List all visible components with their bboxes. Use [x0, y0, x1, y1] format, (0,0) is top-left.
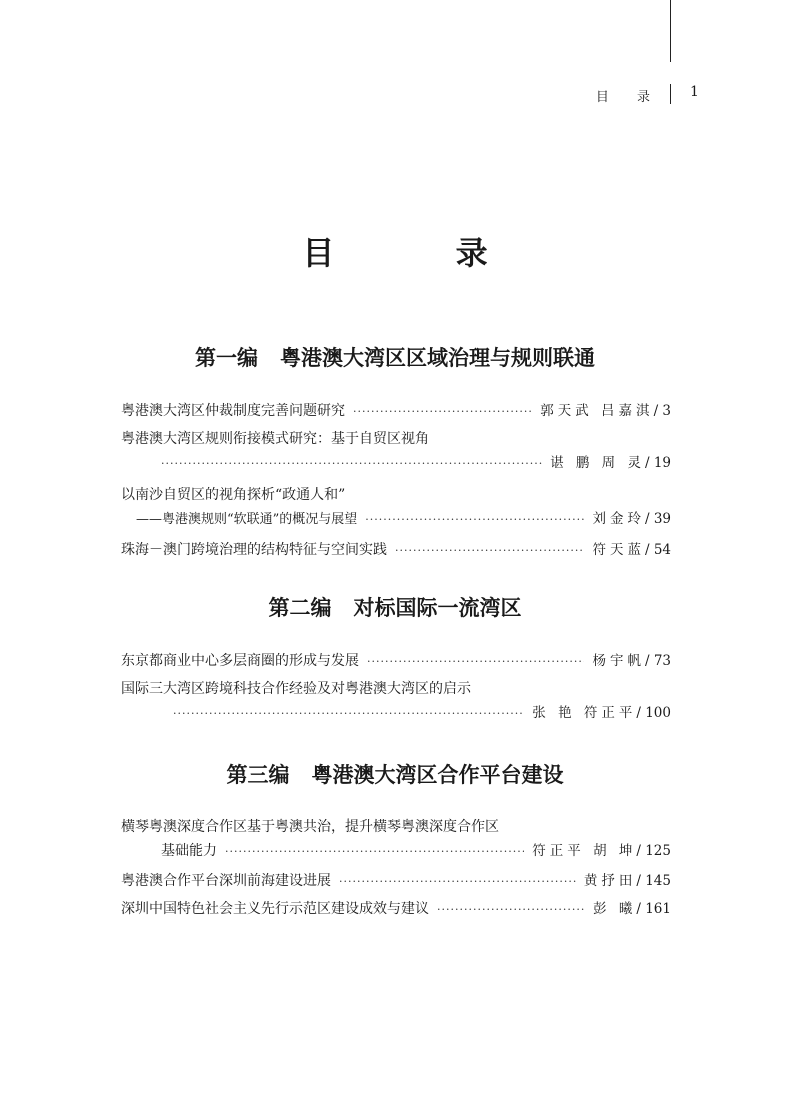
toc-entry[interactable]: 珠海－澳门跨境治理的结构特征与空间实践 ····· 符天蓝 / 54	[121, 538, 671, 562]
leader-dots	[339, 870, 576, 894]
entry-page: 100	[645, 705, 671, 721]
leader-dots	[161, 452, 542, 476]
entry-authors: 刘金玲	[592, 511, 645, 527]
toc-entry[interactable]: 国际三大湾区跨境科技合作经验及对粤港澳大湾区的启示 ····· 张 艳 符正平 / 100	[121, 677, 671, 725]
entry-title: 横琴粤澳深度合作区基于粤澳共治，提升横琴粤澳深度合作区	[121, 819, 499, 835]
entry-page: 3	[662, 403, 671, 419]
part-heading-3	[0, 759, 790, 789]
entry-authors: 符正平 胡 坤	[532, 843, 637, 859]
leader-dots	[437, 898, 585, 922]
part-heading-2	[0, 592, 790, 622]
page-title: 目 录	[302, 234, 543, 272]
toc-entry[interactable]: 粤港澳合作平台深圳前海建设进展 ····· 黄抒田 / 145	[121, 869, 671, 893]
part-number: 第一编	[195, 345, 258, 370]
leader-dots	[365, 508, 584, 532]
part-title: 粤港澳大湾区区域治理与规则联通	[280, 345, 595, 370]
entry-page: 39	[653, 511, 671, 527]
entry-title: 以南沙自贸区的视角探析“政通人和”	[121, 487, 346, 503]
toc-entry[interactable]: 横琴粤澳深度合作区基于粤澳共治，提升横琴粤澳深度合作区 基础能力 ····· 符正平 胡 坤 / 125	[121, 815, 671, 863]
entry-title-continuation: 基础能力	[161, 843, 217, 859]
entry-page: 145	[645, 873, 671, 889]
entry-authors: 谌 鹏 周 灵	[550, 455, 645, 471]
running-head: 目 录	[595, 90, 662, 105]
entry-authors: 符天蓝	[592, 542, 645, 558]
part-number: 第三编	[226, 762, 290, 787]
entry-title: 粤港澳合作平台深圳前海建设进展	[121, 873, 331, 889]
leader-dots	[395, 539, 584, 563]
entry-subtitle: ——粤港澳规则“软联通”的概况与展望	[136, 512, 358, 527]
entry-title: 东京都商业中心多层商圈的形成与发展	[121, 653, 359, 669]
entry-authors: 彭 曦	[593, 901, 637, 917]
part-title: 对标国际一流湾区	[353, 595, 522, 620]
entry-authors: 郭天武 吕嘉淇	[540, 403, 654, 419]
part-heading-1	[0, 342, 790, 372]
entry-authors: 张 艳 符正平	[532, 705, 637, 721]
entry-page: 54	[653, 542, 671, 558]
toc-entry[interactable]: 粤港澳大湾区仲裁制度完善问题研究 ····· 郭天武 吕嘉淇 / 3	[121, 399, 671, 423]
leader-dots	[367, 650, 584, 674]
toc-entry[interactable]: 以南沙自贸区的视角探析“政通人和” ——粤港澳规则“软联通”的概况与展望 ····· 刘金玲 / 39	[121, 483, 671, 531]
leader-dots	[353, 400, 532, 424]
entry-page: 19	[653, 455, 671, 471]
leader-dots	[173, 702, 524, 726]
page-number: 1	[690, 84, 699, 100]
entry-title: 国际三大湾区跨境科技合作经验及对粤港澳大湾区的启示	[121, 681, 471, 697]
entry-page: 161	[645, 901, 671, 917]
entry-title: 深圳中国特色社会主义先行示范区建设成效与建议	[121, 901, 429, 917]
entry-authors: 黄抒田	[583, 873, 637, 889]
header-vertical-rule-divider	[670, 84, 671, 104]
entry-title: 珠海－澳门跨境治理的结构特征与空间实践	[121, 542, 387, 558]
part-title: 粤港澳大湾区合作平台建设	[311, 762, 564, 787]
toc-entry[interactable]: 粤港澳大湾区规则衔接模式研究：基于自贸区视角 ····· 谌 鹏 周 灵 / 19	[121, 427, 671, 475]
header-vertical-rule	[670, 0, 671, 62]
leader-dots	[225, 840, 524, 864]
part-number: 第二编	[268, 595, 332, 620]
entry-authors: 杨宇帆	[592, 653, 645, 669]
entry-page: 73	[653, 653, 671, 669]
entry-title: 粤港澳大湾区规则衔接模式研究：基于自贸区视角	[121, 431, 429, 447]
toc-entry[interactable]: 东京都商业中心多层商圈的形成与发展 ····· 杨宇帆 / 73	[121, 649, 671, 673]
entry-title: 粤港澳大湾区仲裁制度完善问题研究	[121, 403, 345, 419]
toc-entry[interactable]: 深圳中国特色社会主义先行示范区建设成效与建议 ····· 彭 曦 / 161	[121, 897, 671, 921]
entry-page: 125	[645, 843, 671, 859]
